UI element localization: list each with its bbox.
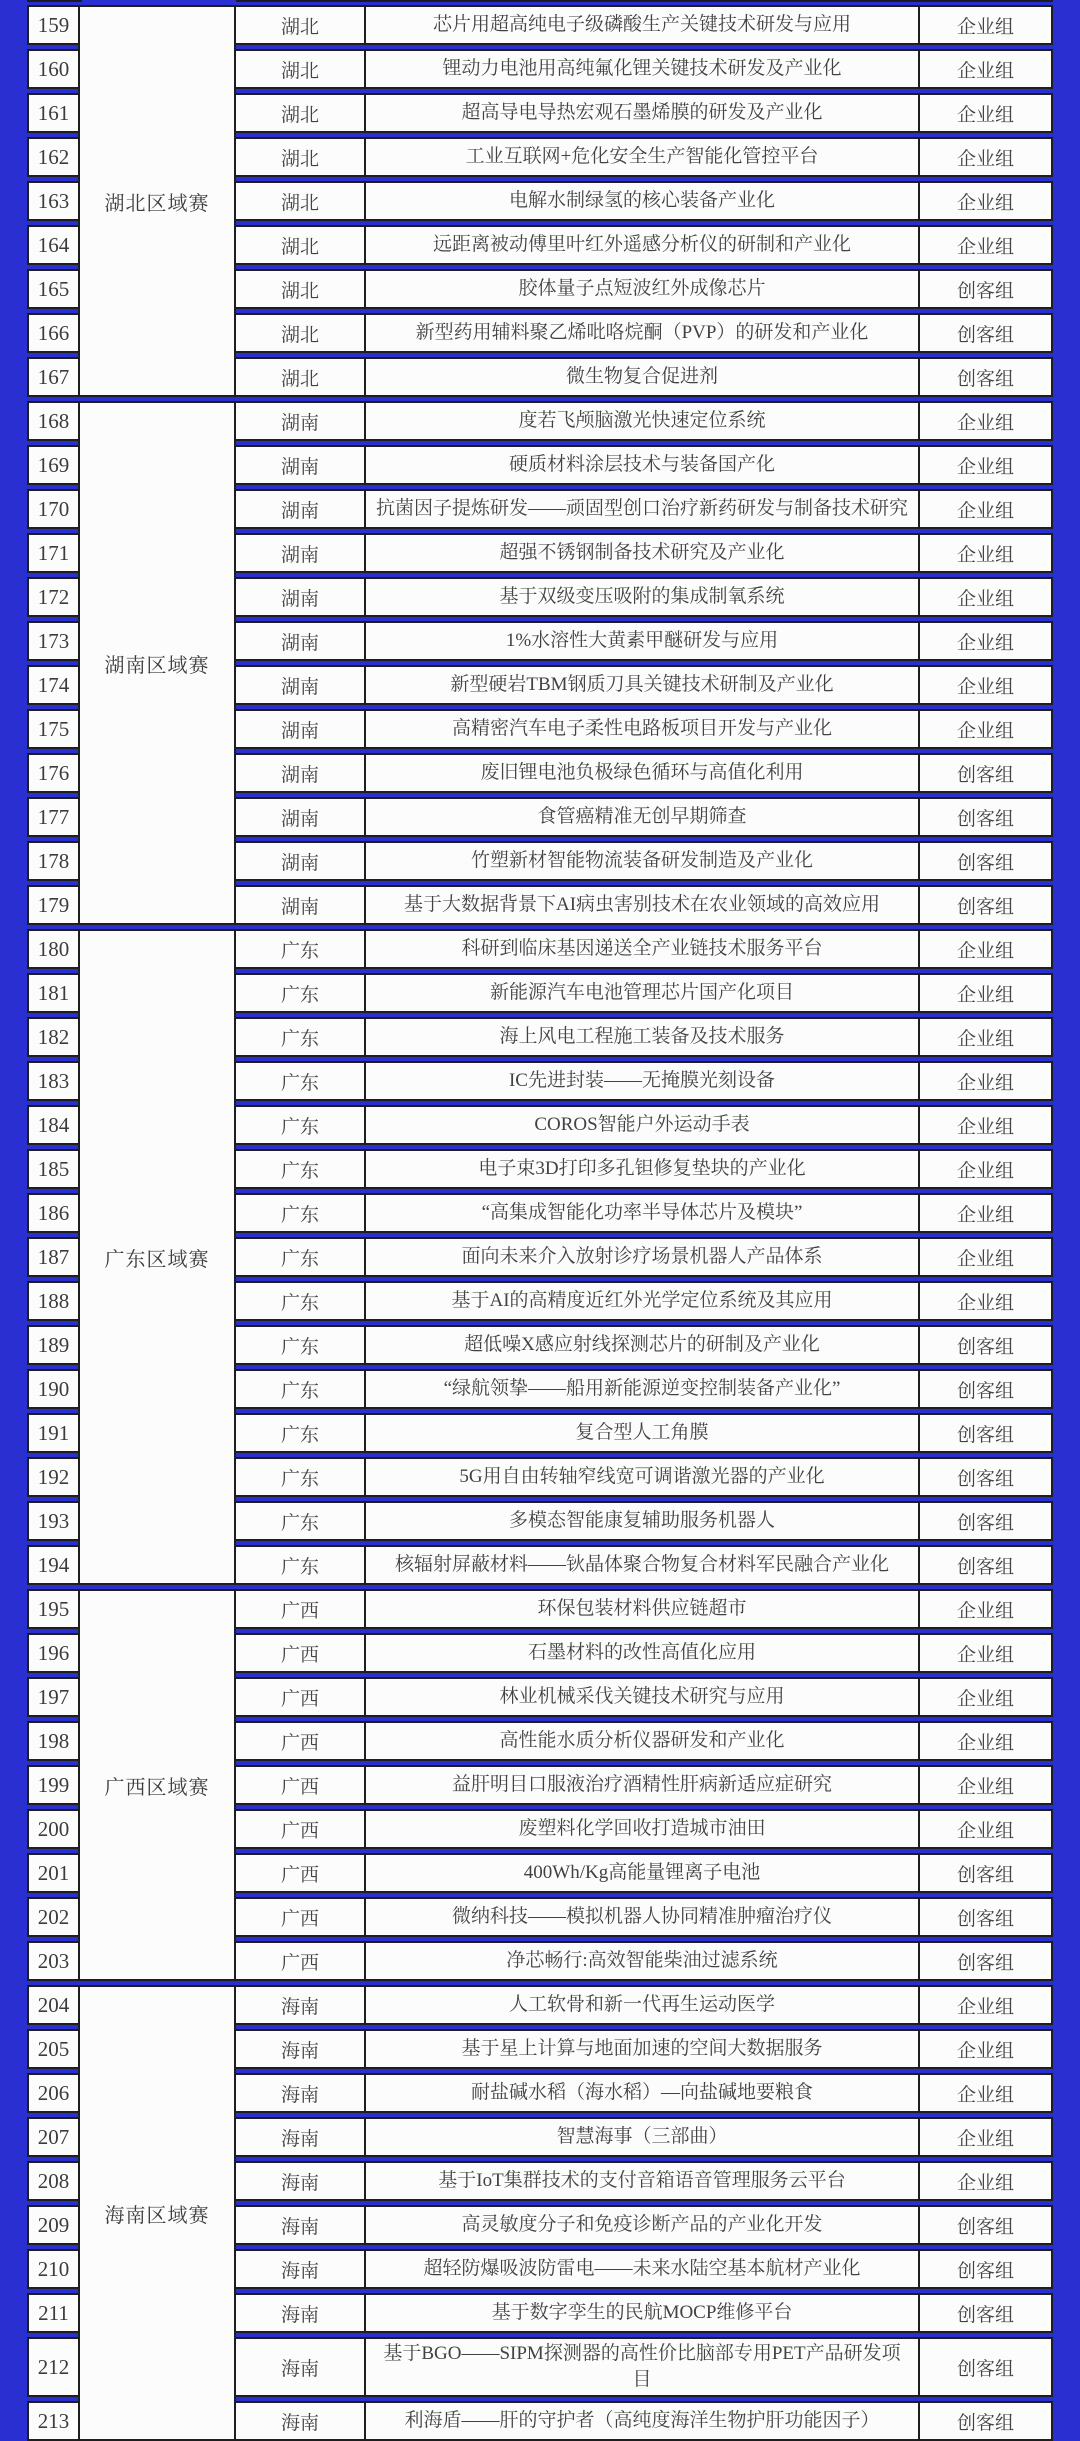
project-name-cell: 高灵敏度分子和免疫诊断产品的产业化开发 bbox=[366, 2207, 920, 2243]
group-category-cell: 企业组 bbox=[956, 16, 1014, 38]
region-name-cell: 海南区域赛 bbox=[78, 1985, 236, 2441]
project-name-cell: 新型药用辅料聚乙烯吡咯烷酮（PVP）的研发和产业化 bbox=[366, 315, 920, 351]
province-cell: 广东 bbox=[236, 1371, 366, 1407]
project-name-cell: “绿航领挚——船用新能源逆变控制装备产业化” bbox=[366, 1371, 920, 1407]
table-row bbox=[234, 885, 1053, 925]
province-cell: 湖南 bbox=[236, 755, 366, 791]
province-cell: 湖南 bbox=[236, 799, 366, 835]
table-row bbox=[234, 1721, 1053, 1761]
group-category-cell: 创客组 bbox=[956, 324, 1014, 346]
row-number-cell: 188 bbox=[27, 1281, 80, 1321]
table-row bbox=[234, 1501, 1053, 1541]
group-category-cell: 创客组 bbox=[956, 2358, 1014, 2380]
group-category-cell: 创客组 bbox=[956, 2304, 1014, 2326]
province-cell: 湖南 bbox=[236, 711, 366, 747]
province-cell: 海南 bbox=[236, 2207, 366, 2243]
project-name-cell: 科研到临床基因递送全产业链技术服务平台 bbox=[366, 931, 920, 967]
table-top-cut-line bbox=[27, 0, 1053, 2]
province-cell: 湖北 bbox=[236, 183, 366, 219]
region-group bbox=[27, 1985, 1053, 2441]
project-name-cell: 5G用自由转轴窄线宽可调谐激光器的产业化 bbox=[366, 1459, 920, 1495]
group-category-cell: 创客组 bbox=[956, 368, 1014, 390]
row-number-cell: 176 bbox=[27, 753, 80, 793]
table-row bbox=[234, 2073, 1053, 2113]
table-row bbox=[234, 1017, 1053, 1057]
group-category-cell: 企业组 bbox=[956, 940, 1014, 962]
region-name-cell: 湖南区域赛 bbox=[78, 401, 236, 925]
province-cell: 广东 bbox=[236, 931, 366, 967]
project-name-cell: 胶体量子点短波红外成像芯片 bbox=[366, 271, 920, 307]
region-group bbox=[27, 1589, 1053, 1981]
project-name-cell: 基于双级变压吸附的集成制氧系统 bbox=[366, 579, 920, 615]
region-group bbox=[27, 401, 1053, 925]
table-row bbox=[234, 445, 1053, 485]
group-category-cell: 企业组 bbox=[956, 1160, 1014, 1182]
row-number-cell: 168 bbox=[27, 401, 80, 441]
province-cell: 湖南 bbox=[236, 843, 366, 879]
table-row bbox=[234, 93, 1053, 133]
project-name-cell: 面向未来介入放射诊疗场景机器人产品体系 bbox=[366, 1239, 920, 1275]
province-cell: 湖北 bbox=[236, 7, 366, 43]
table-row bbox=[234, 2205, 1053, 2245]
row-number-cell: 184 bbox=[27, 1105, 80, 1145]
table-row bbox=[234, 665, 1053, 705]
group-category-cell: 企业组 bbox=[956, 2128, 1014, 2150]
row-number-cell: 200 bbox=[27, 1809, 80, 1849]
table-row bbox=[234, 2161, 1053, 2201]
project-name-cell: 石墨材料的改性高值化应用 bbox=[366, 1635, 920, 1671]
row-number-cell: 191 bbox=[27, 1413, 80, 1453]
row-number-cell: 183 bbox=[27, 1061, 80, 1101]
row-number-cell: 213 bbox=[27, 2401, 80, 2441]
group-category-cell: 创客组 bbox=[956, 896, 1014, 918]
province-cell: 广东 bbox=[236, 1415, 366, 1451]
project-name-cell: 益肝明目口服液治疗酒精性肝病新适应症研究 bbox=[366, 1767, 920, 1803]
table-row bbox=[234, 841, 1053, 881]
table-row bbox=[234, 269, 1053, 309]
province-cell: 湖南 bbox=[236, 579, 366, 615]
group-category-cell: 企业组 bbox=[956, 236, 1014, 258]
table-row bbox=[234, 577, 1053, 617]
project-name-cell: 基于大数据背景下AI病虫害别技术在农业领域的高效应用 bbox=[366, 887, 920, 923]
group-category-cell: 企业组 bbox=[956, 2040, 1014, 2062]
group-category-cell: 企业组 bbox=[956, 1248, 1014, 1270]
project-name-cell: 利海盾——肝的守护者（高纯度海洋生物护肝功能因子） bbox=[366, 2403, 920, 2439]
table-row bbox=[234, 1589, 1053, 1629]
province-cell: 广西 bbox=[236, 1899, 366, 1935]
project-name-cell: 净芯畅行:高效智能柴油过滤系统 bbox=[366, 1943, 920, 1979]
province-cell: 广西 bbox=[236, 1855, 366, 1891]
row-number-cell: 211 bbox=[27, 2293, 80, 2333]
row-number-cell: 178 bbox=[27, 841, 80, 881]
table-row bbox=[234, 2337, 1053, 2397]
province-cell: 广东 bbox=[236, 1107, 366, 1143]
row-number-cell: 199 bbox=[27, 1765, 80, 1805]
row-number-cell: 163 bbox=[27, 181, 80, 221]
project-name-cell: 锂动力电池用高纯氟化锂关键技术研发及产业化 bbox=[366, 51, 920, 87]
table-row bbox=[234, 621, 1053, 661]
table-row bbox=[234, 225, 1053, 265]
group-category-cell: 企业组 bbox=[956, 1688, 1014, 1710]
table-row bbox=[234, 533, 1053, 573]
province-cell: 湖南 bbox=[236, 403, 366, 439]
province-cell: 湖北 bbox=[236, 271, 366, 307]
row-number-cell: 161 bbox=[27, 93, 80, 133]
group-category-cell: 企业组 bbox=[956, 676, 1014, 698]
project-name-cell: 电子束3D打印多孔钽修复垫块的产业化 bbox=[366, 1151, 920, 1187]
row-number-cell: 198 bbox=[27, 1721, 80, 1761]
project-name-cell: 超强不锈钢制备技术研究及产业化 bbox=[366, 535, 920, 571]
row-number-cell: 171 bbox=[27, 533, 80, 573]
province-cell: 海南 bbox=[236, 2031, 366, 2067]
group-category-cell: 创客组 bbox=[956, 2260, 1014, 2282]
province-cell: 广东 bbox=[236, 1063, 366, 1099]
province-cell: 湖南 bbox=[236, 887, 366, 923]
top-cut-number-column bbox=[27, 0, 82, 2]
row-number-cell: 159 bbox=[27, 5, 80, 45]
table-row bbox=[234, 709, 1053, 749]
group-category-cell: 创客组 bbox=[956, 2412, 1014, 2434]
table-row bbox=[234, 1985, 1053, 2025]
table-body bbox=[27, 0, 1053, 2441]
row-number-cell: 206 bbox=[27, 2073, 80, 2113]
group-category-cell: 企业组 bbox=[956, 632, 1014, 654]
table-row bbox=[234, 1765, 1053, 1805]
table-row bbox=[234, 1809, 1053, 1849]
project-name-cell: 新能源汽车电池管理芯片国产化项目 bbox=[366, 975, 920, 1011]
row-number-cell: 173 bbox=[27, 621, 80, 661]
row-number-cell: 179 bbox=[27, 885, 80, 925]
table-row bbox=[234, 2401, 1053, 2441]
project-name-cell: 环保包装材料供应链超市 bbox=[366, 1591, 920, 1627]
group-category-cell: 创客组 bbox=[956, 280, 1014, 302]
row-number-cell: 192 bbox=[27, 1457, 80, 1497]
table-row bbox=[234, 1897, 1053, 1937]
project-name-cell: 林业机械采伐关键技术研究与应用 bbox=[366, 1679, 920, 1715]
project-name-cell: 电解水制绿氢的核心装备产业化 bbox=[366, 183, 920, 219]
group-category-cell: 企业组 bbox=[956, 1600, 1014, 1622]
project-name-cell: 新型硬岩TBM钢质刀具关键技术研制及产业化 bbox=[366, 667, 920, 703]
group-category-cell: 企业组 bbox=[956, 1028, 1014, 1050]
province-cell: 湖南 bbox=[236, 447, 366, 483]
province-cell: 广西 bbox=[236, 1635, 366, 1671]
province-cell: 湖南 bbox=[236, 623, 366, 659]
group-category-cell: 企业组 bbox=[956, 984, 1014, 1006]
row-number-cell: 207 bbox=[27, 2117, 80, 2157]
project-name-cell: 食管癌精准无创早期筛查 bbox=[366, 799, 920, 835]
project-name-cell: 高精密汽车电子柔性电路板项目开发与产业化 bbox=[366, 711, 920, 747]
province-cell: 广东 bbox=[236, 1503, 366, 1539]
group-category-cell: 创客组 bbox=[956, 1380, 1014, 1402]
group-category-cell: 企业组 bbox=[956, 412, 1014, 434]
province-cell: 广西 bbox=[236, 1679, 366, 1715]
province-cell: 广东 bbox=[236, 1283, 366, 1319]
row-number-cell: 203 bbox=[27, 1941, 80, 1981]
region-group bbox=[27, 929, 1053, 1585]
province-cell: 湖北 bbox=[236, 315, 366, 351]
project-name-cell: 微纳科技——模拟机器人协同精准肿瘤治疗仪 bbox=[366, 1899, 920, 1935]
row-number-cell: 194 bbox=[27, 1545, 80, 1585]
table-row bbox=[234, 797, 1053, 837]
group-category-cell: 企业组 bbox=[956, 1732, 1014, 1754]
project-name-cell: 基于AI的高精度近红外光学定位系统及其应用 bbox=[366, 1283, 920, 1319]
province-cell: 海南 bbox=[236, 1987, 366, 2023]
project-name-cell: 基于IoT集群技术的支付音箱语音管理服务云平台 bbox=[366, 2163, 920, 2199]
province-cell: 湖南 bbox=[236, 667, 366, 703]
row-number-cell: 210 bbox=[27, 2249, 80, 2289]
project-name-cell: 超低噪X感应射线探测芯片的研制及产业化 bbox=[366, 1327, 920, 1363]
province-cell: 湖北 bbox=[236, 51, 366, 87]
row-number-cell: 167 bbox=[27, 357, 80, 397]
region-group bbox=[27, 5, 1053, 397]
project-name-cell: 400Wh/Kg高能量锂离子电池 bbox=[366, 1855, 920, 1891]
province-cell: 广东 bbox=[236, 1327, 366, 1363]
province-cell: 湖北 bbox=[236, 227, 366, 263]
group-category-cell: 企业组 bbox=[956, 192, 1014, 214]
region-name-cell: 广西区域赛 bbox=[78, 1589, 236, 1981]
group-category-cell: 企业组 bbox=[956, 1292, 1014, 1314]
province-cell: 湖北 bbox=[236, 139, 366, 175]
province-cell: 广西 bbox=[236, 1767, 366, 1803]
province-cell: 广东 bbox=[236, 1151, 366, 1187]
row-number-cell: 187 bbox=[27, 1237, 80, 1277]
project-name-cell: “高集成智能化功率半导体芯片及模块” bbox=[366, 1195, 920, 1231]
table-row bbox=[234, 181, 1053, 221]
group-category-cell: 企业组 bbox=[956, 1996, 1014, 2018]
project-name-cell: 人工软骨和新一代再生运动医学 bbox=[366, 1987, 920, 2023]
row-number-cell: 162 bbox=[27, 137, 80, 177]
group-category-cell: 企业组 bbox=[956, 1116, 1014, 1138]
group-category-cell: 企业组 bbox=[956, 500, 1014, 522]
table-row bbox=[234, 2293, 1053, 2333]
project-name-cell: 高性能水质分析仪器研发和产业化 bbox=[366, 1723, 920, 1759]
province-cell: 海南 bbox=[236, 2163, 366, 2199]
province-cell: 广西 bbox=[236, 1723, 366, 1759]
row-number-cell: 160 bbox=[27, 49, 80, 89]
province-cell: 广西 bbox=[236, 1943, 366, 1979]
province-cell: 广东 bbox=[236, 975, 366, 1011]
group-category-cell: 企业组 bbox=[956, 588, 1014, 610]
province-cell: 湖南 bbox=[236, 535, 366, 571]
province-cell: 湖北 bbox=[236, 359, 366, 395]
row-number-cell: 202 bbox=[27, 1897, 80, 1937]
group-category-cell: 企业组 bbox=[956, 104, 1014, 126]
project-name-cell: 超高导电导热宏观石墨烯膜的研发及产业化 bbox=[366, 95, 920, 131]
row-number-cell: 180 bbox=[27, 929, 80, 969]
table-row bbox=[234, 137, 1053, 177]
row-number-cell: 204 bbox=[27, 1985, 80, 2025]
group-category-cell: 企业组 bbox=[956, 1776, 1014, 1798]
row-number-cell: 177 bbox=[27, 797, 80, 837]
province-cell: 广东 bbox=[236, 1019, 366, 1055]
group-category-cell: 企业组 bbox=[956, 1072, 1014, 1094]
table-row bbox=[234, 313, 1053, 353]
row-number-cell: 209 bbox=[27, 2205, 80, 2245]
table-row bbox=[234, 1853, 1053, 1893]
table-row bbox=[234, 49, 1053, 89]
row-number-cell: 196 bbox=[27, 1633, 80, 1673]
row-number-cell: 197 bbox=[27, 1677, 80, 1717]
group-category-cell: 企业组 bbox=[956, 1820, 1014, 1842]
table-row bbox=[234, 1061, 1053, 1101]
group-category-cell: 创客组 bbox=[956, 1908, 1014, 1930]
table-row bbox=[234, 357, 1053, 397]
project-name-cell: COROS智能户外运动手表 bbox=[366, 1107, 920, 1143]
group-category-cell: 创客组 bbox=[956, 808, 1014, 830]
project-name-cell: 微生物复合促进剂 bbox=[366, 359, 920, 395]
row-number-cell: 186 bbox=[27, 1193, 80, 1233]
project-name-cell: 芯片用超高纯电子级磷酸生产关键技术研发与应用 bbox=[366, 7, 920, 43]
table-row bbox=[234, 973, 1053, 1013]
project-name-cell: 工业互联网+危化安全生产智能化管控平台 bbox=[366, 139, 920, 175]
row-number-cell: 201 bbox=[27, 1853, 80, 1893]
province-cell: 广西 bbox=[236, 1591, 366, 1627]
province-cell: 湖北 bbox=[236, 95, 366, 131]
table-row bbox=[234, 1237, 1053, 1277]
group-category-cell: 企业组 bbox=[956, 2172, 1014, 2194]
table-row bbox=[234, 1369, 1053, 1409]
province-cell: 海南 bbox=[236, 2295, 366, 2331]
table-row bbox=[234, 1413, 1053, 1453]
row-number-cell: 175 bbox=[27, 709, 80, 749]
row-number-cell: 208 bbox=[27, 2161, 80, 2201]
project-name-cell: 废旧锂电池负极绿色循环与高值化利用 bbox=[366, 755, 920, 791]
project-name-cell: 核辐射屏蔽材料——钬晶体聚合物复合材料军民融合产业化 bbox=[366, 1547, 920, 1583]
row-number-cell: 166 bbox=[27, 313, 80, 353]
row-number-cell: 195 bbox=[27, 1589, 80, 1629]
row-number-cell: 170 bbox=[27, 489, 80, 529]
province-cell: 广西 bbox=[236, 1811, 366, 1847]
table-row bbox=[234, 1457, 1053, 1497]
project-name-cell: 度若飞颅脑激光快速定位系统 bbox=[366, 403, 920, 439]
top-cut-rows-columns bbox=[236, 0, 1053, 2]
table-row bbox=[234, 1105, 1053, 1145]
region-name-cell: 广东区域赛 bbox=[78, 929, 236, 1585]
row-number-cell: 172 bbox=[27, 577, 80, 617]
group-category-cell: 创客组 bbox=[956, 1336, 1014, 1358]
group-category-cell: 企业组 bbox=[956, 544, 1014, 566]
table-row bbox=[234, 1149, 1053, 1189]
group-category-cell: 创客组 bbox=[956, 1864, 1014, 1886]
project-name-cell: 远距离被动傅里叶红外遥感分析仪的研制和产业化 bbox=[366, 227, 920, 263]
project-name-cell: 超轻防爆吸波防雷电——未来水陆空基本航材产业化 bbox=[366, 2251, 920, 2287]
table-row bbox=[234, 1677, 1053, 1717]
table-row bbox=[234, 2249, 1053, 2289]
province-cell: 湖南 bbox=[236, 491, 366, 527]
project-name-cell: 耐盐碱水稻（海水稻）—向盐碱地要粮食 bbox=[366, 2075, 920, 2111]
group-category-cell: 企业组 bbox=[956, 1644, 1014, 1666]
project-name-cell: 竹塑新材智能物流装备研发制造及产业化 bbox=[366, 843, 920, 879]
province-cell: 广东 bbox=[236, 1239, 366, 1275]
row-number-cell: 205 bbox=[27, 2029, 80, 2069]
row-number-cell: 169 bbox=[27, 445, 80, 485]
project-name-cell: 基于数字孪生的民航MOCP维修平台 bbox=[366, 2295, 920, 2331]
table-row bbox=[234, 1633, 1053, 1673]
group-category-cell: 创客组 bbox=[956, 1512, 1014, 1534]
project-name-cell: 废塑料化学回收打造城市油田 bbox=[366, 1811, 920, 1847]
table-row bbox=[234, 489, 1053, 529]
project-name-cell: 基于BGO——SIPM探测器的高性价比脑部专用PET产品研发项目 bbox=[366, 2339, 920, 2395]
group-category-cell: 企业组 bbox=[956, 148, 1014, 170]
row-number-cell: 164 bbox=[27, 225, 80, 265]
table-row bbox=[234, 1281, 1053, 1321]
project-name-cell: 复合型人工角膜 bbox=[366, 1415, 920, 1451]
row-number-cell: 182 bbox=[27, 1017, 80, 1057]
table-row bbox=[234, 2029, 1053, 2069]
province-cell: 广东 bbox=[236, 1195, 366, 1231]
region-name-cell: 湖北区域赛 bbox=[78, 5, 236, 397]
row-number-cell: 174 bbox=[27, 665, 80, 705]
group-category-cell: 创客组 bbox=[956, 1468, 1014, 1490]
row-number-cell: 190 bbox=[27, 1369, 80, 1409]
project-name-cell: 智慧海事（三部曲） bbox=[366, 2119, 920, 2155]
row-number-cell: 189 bbox=[27, 1325, 80, 1365]
row-number-cell: 181 bbox=[27, 973, 80, 1013]
project-name-cell: 基于星上计算与地面加速的空间大数据服务 bbox=[366, 2031, 920, 2067]
row-number-cell: 212 bbox=[27, 2337, 80, 2397]
project-name-cell: IC先进封装——无掩膜光刻设备 bbox=[366, 1063, 920, 1099]
province-cell: 广东 bbox=[236, 1547, 366, 1583]
province-cell: 海南 bbox=[236, 2075, 366, 2111]
table-row bbox=[234, 753, 1053, 793]
group-category-cell: 企业组 bbox=[956, 2084, 1014, 2106]
row-number-cell: 185 bbox=[27, 1149, 80, 1189]
province-cell: 海南 bbox=[236, 2119, 366, 2155]
province-cell: 广东 bbox=[236, 1459, 366, 1495]
province-cell: 海南 bbox=[236, 2251, 366, 2287]
group-category-cell: 创客组 bbox=[956, 1556, 1014, 1578]
row-number-cell: 165 bbox=[27, 269, 80, 309]
project-name-cell: 硬质材料涂层技术与装备国产化 bbox=[366, 447, 920, 483]
province-cell: 海南 bbox=[236, 2403, 366, 2439]
project-name-cell: 多模态智能康复辅助服务机器人 bbox=[366, 1503, 920, 1539]
table-row bbox=[234, 5, 1053, 45]
row-number-cell: 193 bbox=[27, 1501, 80, 1541]
group-category-cell: 创客组 bbox=[956, 2216, 1014, 2238]
group-category-cell: 企业组 bbox=[956, 720, 1014, 742]
table-row bbox=[234, 1325, 1053, 1365]
table-row bbox=[234, 929, 1053, 969]
group-category-cell: 创客组 bbox=[956, 1952, 1014, 1974]
group-category-cell: 企业组 bbox=[956, 60, 1014, 82]
table-row bbox=[234, 1941, 1053, 1981]
project-name-cell: 抗菌因子提炼研发——顽固型创口治疗新药研发与制备技术研究 bbox=[366, 491, 920, 527]
province-cell: 海南 bbox=[236, 2339, 366, 2395]
group-category-cell: 企业组 bbox=[956, 456, 1014, 478]
regional-competition-table bbox=[27, 0, 1053, 2441]
table-row bbox=[234, 401, 1053, 441]
group-category-cell: 创客组 bbox=[956, 1424, 1014, 1446]
group-category-cell: 创客组 bbox=[956, 852, 1014, 874]
group-category-cell: 创客组 bbox=[956, 764, 1014, 786]
table-row bbox=[234, 1193, 1053, 1233]
table-row bbox=[234, 2117, 1053, 2157]
group-category-cell: 企业组 bbox=[956, 1204, 1014, 1226]
project-name-cell: 1%水溶性大黄素甲醚研发与应用 bbox=[366, 623, 920, 659]
table-row bbox=[234, 1545, 1053, 1585]
project-name-cell: 海上风电工程施工装备及技术服务 bbox=[366, 1019, 920, 1055]
